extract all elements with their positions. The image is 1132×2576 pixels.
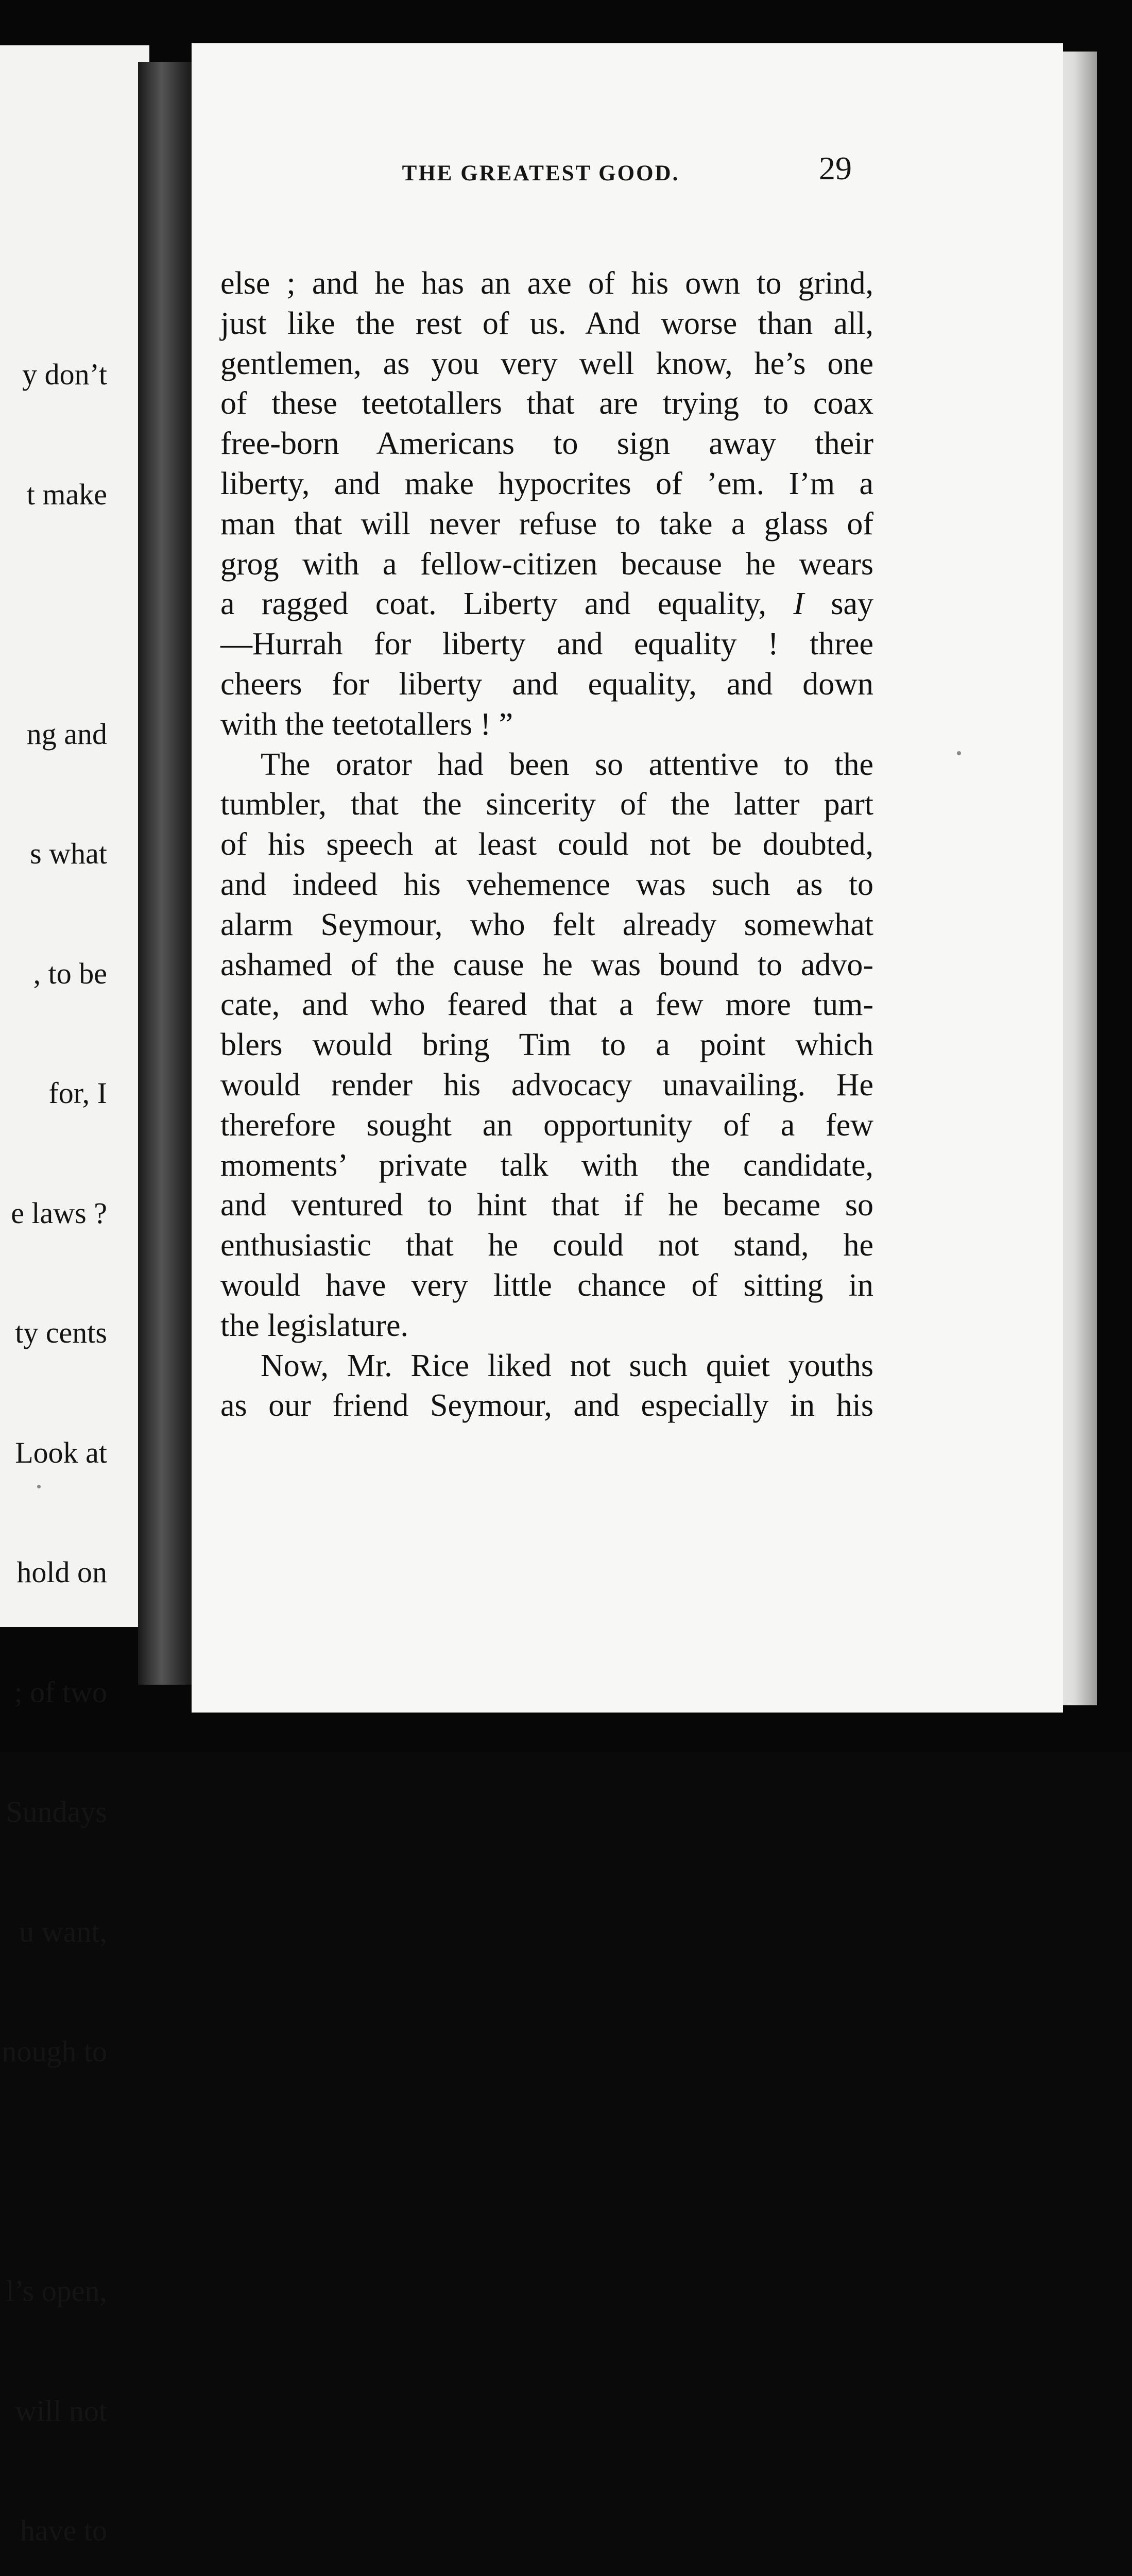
running-head <box>206 161 876 186</box>
text-segment: a ragged coat. Liberty and equality, <box>220 586 766 622</box>
text-line-with-italic <box>220 584 873 624</box>
text-segment: say <box>831 586 873 622</box>
italic-word: I <box>793 586 804 622</box>
previous-page <box>0 45 149 2547</box>
left-line: l’s open, <box>6 2274 107 2308</box>
left-line: will not <box>15 2394 107 2428</box>
book-gutter-shadow <box>138 62 197 1685</box>
left-line: y don’t <box>22 358 107 391</box>
text-line: grog with a fellow-citizen because he wears <box>220 546 873 582</box>
text-line: would have very little chance of sitting in <box>220 1267 873 1303</box>
text-line: and ventured to hint that if he became so <box>220 1188 873 1223</box>
text-line: of his speech at least could not be doubted, <box>220 827 873 862</box>
text-line: enthusiastic that he could not stand, he <box>220 1228 873 1263</box>
text-line: blers would bring Tim to a point which <box>220 1027 873 1063</box>
text-line: alarm Seymour, who felt already somewhat <box>220 907 873 942</box>
left-line: u want, <box>19 1914 107 1948</box>
left-line: nough to <box>2 2035 107 2068</box>
text-line: —Hurrah for liberty and equality ! three <box>220 626 873 662</box>
text-line: moments’ private talk with the candidate, <box>220 1147 873 1183</box>
left-line: ; of two <box>14 1675 107 1709</box>
left-line <box>0 2151 107 2192</box>
left-line: s what <box>30 837 107 870</box>
left-line: e laws ? <box>11 1196 107 1230</box>
running-head-title: THE GREATEST GOOD. <box>402 161 680 185</box>
text-line: of these teetotallers that are trying to coax <box>220 386 873 421</box>
text-line: would render his advocacy unavailing. He <box>220 1067 873 1103</box>
body-text <box>220 264 873 1426</box>
text-line: cate, and who feared that a few more tum- <box>220 987 873 1023</box>
left-line: ng and <box>26 717 107 751</box>
text-line: therefore sought an opportunity of a few <box>220 1107 873 1143</box>
paragraph-start-line: Now, Mr. Rice liked not such quiet youths <box>261 1348 873 1383</box>
previous-page-text <box>0 275 107 2576</box>
text-line: ashamed of the cause he was bound to advo- <box>220 947 873 982</box>
paragraph-start-line: The orator had been so attentive to the <box>261 747 873 782</box>
left-line: hold on <box>16 1555 107 1589</box>
text-line: cheers for liberty and equality, and down <box>220 666 873 702</box>
text-line: just like the rest of us. And worse than all, <box>220 306 873 341</box>
scan-speck <box>957 751 961 755</box>
scan-speck <box>37 1485 41 1488</box>
text-line: gentlemen, as you very well know, he’s one <box>220 346 873 381</box>
page-number: 29 <box>819 150 852 187</box>
left-line <box>0 594 107 634</box>
text-line: else ; and he has an axe of his own to grind, <box>220 266 873 301</box>
text-line: man that will never refuse to take a glass of <box>220 506 873 541</box>
text-line: and indeed his vehemence was such as to <box>220 867 873 902</box>
left-line: have to <box>20 2514 107 2547</box>
text-line: free-born Americans to sign away their <box>220 426 873 462</box>
left-line: Sundays <box>6 1795 107 1828</box>
left-line: for, I <box>48 1076 107 1110</box>
left-line: t make <box>26 477 107 511</box>
text-line: as our friend Seymour, and especially in his <box>220 1388 873 1423</box>
left-line: Look at <box>15 1435 107 1469</box>
left-line: , to be <box>33 956 107 990</box>
text-line: liberty, and make hypocrites of ’em. I’m a <box>220 466 873 501</box>
left-line: ty cents <box>15 1316 107 1349</box>
text-line: the legislature. <box>220 1308 408 1343</box>
text-line: tumbler, that the sincerity of the latter part <box>220 787 873 822</box>
text-line: with the teetotallers ! ” <box>220 706 513 742</box>
